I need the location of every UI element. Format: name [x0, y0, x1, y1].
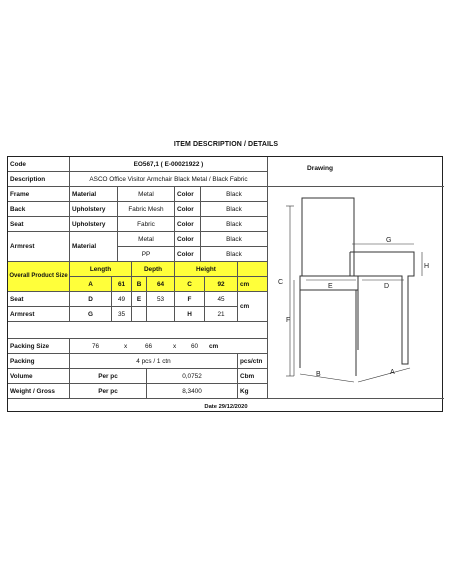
chair-armrest: [350, 252, 414, 364]
document-title: ITEM DESCRIPTION / DETAILS: [173, 141, 279, 148]
armrest-material: Metal: [118, 232, 175, 247]
packing-size-v3: 60: [191, 342, 199, 350]
drawing-letter-b: B: [316, 371, 321, 378]
dim-line-b: [300, 374, 354, 382]
frame-type: Material: [70, 187, 118, 202]
back-label: Back: [8, 202, 70, 217]
back-color: Black: [201, 202, 268, 217]
drawing-letter-a: A: [390, 369, 395, 376]
drawing-title: Drawing: [307, 165, 334, 172]
armrest-label: Armrest: [8, 232, 70, 262]
dim-e-letter: E: [132, 292, 147, 307]
seat-color-label: Color: [175, 217, 201, 232]
drawing-letter-d: D: [384, 283, 390, 290]
dim-g-value: 35: [112, 307, 132, 322]
dim-a-letter: A: [70, 277, 112, 292]
armrest-type: Material: [70, 232, 118, 262]
seat-color: Black: [201, 217, 268, 232]
armrest-empty-2: [147, 307, 175, 322]
packing-size-v1: 76: [92, 342, 100, 350]
weight-per: Per pc: [70, 384, 147, 399]
packing-size-x2: x: [173, 342, 177, 350]
dim-h-value: 21: [205, 307, 238, 322]
drawing-letter-f: F: [286, 317, 291, 324]
seat-label: Seat: [8, 217, 70, 232]
description-label: Description: [8, 172, 70, 187]
volume-unit: Cbm: [238, 369, 268, 384]
packing-size-x1: x: [124, 342, 128, 350]
drawing-letter-c: C: [278, 279, 284, 286]
frame-color-label: Color: [175, 187, 201, 202]
code-value: EO567,1 ( E-00021922 ): [70, 157, 268, 172]
dim-g-letter: G: [70, 307, 112, 322]
back-color-label: Color: [175, 202, 201, 217]
packing-size-values: [70, 339, 268, 354]
overall-size-header: Overall Product Size: [8, 262, 70, 292]
frame-label: Frame: [8, 187, 70, 202]
drawing-letter-g: G: [386, 237, 392, 244]
height-header: Height: [175, 262, 238, 277]
dim-c-value: 92: [205, 277, 238, 292]
dim-b-value: 64: [147, 277, 175, 292]
drawing-letter-e: E: [328, 283, 333, 290]
armrest-color-2: Black: [201, 247, 268, 262]
seat-type: Upholstery: [70, 217, 118, 232]
dim-f-value: 45: [205, 292, 238, 307]
dim-d-letter: D: [70, 292, 112, 307]
description-value: ASCO Office Visitor Armchair Black Metal / Black Fabric: [70, 172, 268, 187]
armrest-dim-label: Armrest: [8, 307, 70, 322]
dim-h-letter: H: [175, 307, 205, 322]
chair-drawing: [272, 180, 442, 390]
frame-color: Black: [201, 187, 268, 202]
dim-d-value: 49: [112, 292, 132, 307]
frame-material: Metal: [118, 187, 175, 202]
packing-label: Packing: [8, 354, 70, 369]
dim-e-value: 53: [147, 292, 175, 307]
seat-armrest-unit: cm: [238, 292, 268, 322]
dim-f-letter: F: [175, 292, 205, 307]
overall-unit: cm: [238, 277, 268, 292]
armrest-material-2: PP: [118, 247, 175, 262]
dim-a-value: 61: [112, 277, 132, 292]
dim-c-letter: C: [175, 277, 205, 292]
armrest-empty-1: [132, 307, 147, 322]
depth-header: Depth: [132, 262, 175, 277]
dim-b-letter: B: [132, 277, 147, 292]
overall-header-spacer: [238, 262, 268, 277]
back-type: Upholstery: [70, 202, 118, 217]
drawing-letter-h: H: [424, 263, 430, 270]
weight-unit: Kg: [238, 384, 268, 399]
volume-value: 0,0752: [147, 369, 238, 384]
weight-label: Weight / Gross: [8, 384, 70, 399]
date-label: Date 29/12/2020: [204, 404, 248, 410]
packing-unit: pcs/ctn: [238, 354, 268, 369]
length-header: Length: [70, 262, 132, 277]
dim-line-a: [358, 368, 410, 382]
armrest-color-label-2: Color: [175, 247, 201, 262]
packing-value: 4 pcs / 1 ctn: [70, 354, 238, 369]
back-material: Fabric Mesh: [118, 202, 175, 217]
packing-size-v2: 66: [145, 342, 153, 350]
armrest-color: Black: [201, 232, 268, 247]
armrest-color-label: Color: [175, 232, 201, 247]
packing-size-unit: cm: [209, 342, 219, 350]
volume-per: Per pc: [70, 369, 147, 384]
chair-backrest: [302, 198, 354, 276]
code-label: Code: [8, 157, 70, 172]
seat-dim-label: Seat: [8, 292, 70, 307]
volume-label: Volume: [8, 369, 70, 384]
seat-material: Fabric: [118, 217, 175, 232]
packing-size-label: Packing Size: [8, 339, 70, 354]
weight-value: 8,3400: [147, 384, 238, 399]
spacer-row: [8, 322, 268, 339]
